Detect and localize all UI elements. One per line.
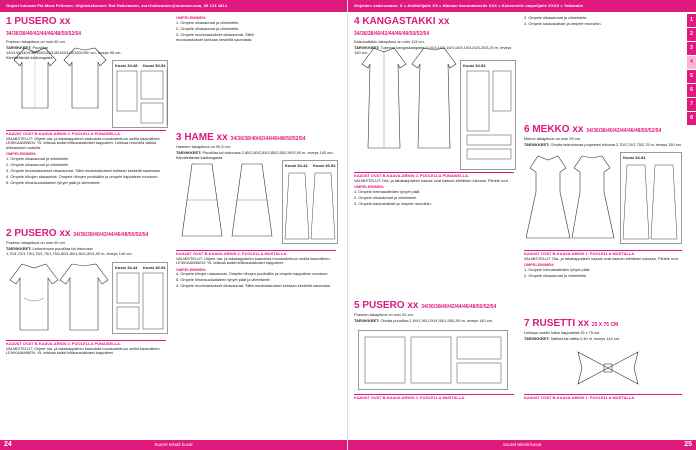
- tab-6[interactable]: 6: [687, 84, 696, 97]
- article-7-title: 7 RUSETTI xx 25 X 75 CM: [524, 318, 619, 329]
- article-4-pattern-diagram: Kuosi 34-54: [460, 60, 516, 170]
- article-1-sketch: [10, 44, 60, 114]
- article-2-title: 2 PUSERO xx 34/36/38/40/42/44/46/48/50/52/54: [6, 228, 149, 239]
- tab-3[interactable]: 3: [687, 42, 696, 55]
- article-5-header: 5 PUSERO xx 34/36/38/40/42/44/46/48/50/52/54 Puseron takapituus on noin 62 cm. TARVIKKEET: Ohutta puuvillaa 1,90/1,90/1,90/1,95/1,95/1,95 m, leveys 140 cm.: [354, 300, 514, 325]
- left-topbar: Ohjeet kuluvan Pia Mera Pellesen. Ohjetekstorisct: Rot Halkeasten, suri.halkeasten@suomea.com, 09 123 1814: [0, 0, 347, 12]
- tab-8[interactable]: 8: [687, 112, 696, 125]
- article-1-back-sketch: [60, 44, 110, 114]
- tab-4[interactable]: 4: [687, 56, 696, 69]
- article-3-materials: Puuvillaa tai viskoosia 2,80/2,80/2,85/2,85/2,85/2,90/2,90 m, leveys 140 cm. Kiinnitettävää tukikangasta.: [176, 150, 334, 160]
- right-side-text: 2. Ompele olkasaumat ja viimeistele. 3. Ompele kauluskaitale ja ompele reunoihin.: [524, 15, 602, 27]
- article-1-intro: Puseron takapituus on noin 60 cm.: [6, 39, 66, 44]
- article-6-header: 6 MEKKO xx 34/36/38/40/42/44/46/48/50/52/54 Mekon takapituus on noin 90 cm. TARVIKKEET: Ohutta ledmotovaa polyesteri trikoota 2,70/2,70/2,75/2,75 m, leveys 150 cm.: [524, 124, 682, 148]
- right-page-number: 25: [684, 441, 692, 448]
- article-1-step: 1. Ompele olkasaumat ja viimeistele.: [6, 155, 70, 161]
- left-footer: Suuret tekstit kuvat: [0, 440, 347, 450]
- article-6-pattern-diagram: Kuosi 34-54: [620, 152, 682, 244]
- article-4-title: 4 KANGASTAKKI xx 34/36/38/40/42/44/46/48/50/52/54: [354, 16, 450, 37]
- tab-7[interactable]: 7: [687, 98, 696, 111]
- article-1-header: 1 PUSERO xx 34/36/38/40/42/44/46/48/50/52/54 Puseron takapituus on noin 60 cm. TARVIKKEET: Puuvillan 140/140/140/140/145/145/145/145/145/150/150/ cm, leveys 96 cm. Kiinnitettävää tukikangasta.: [6, 16, 124, 62]
- article-5-pattern-diagram: [358, 330, 508, 390]
- left-page-number: 24: [4, 441, 12, 448]
- right-footer: Suuret tekstit kuvat: [348, 440, 696, 450]
- article-5-materials: Ohutta puuvillaa 1,90/1,90/1,90/1,95/1,95/1,95 m, leveys 140 cm.: [380, 318, 493, 324]
- article-3-sketch: [178, 160, 278, 240]
- article-3-header: 3 HAME xx 34/36/38/40/42/44/46/48/50/52/54 Hameen takapituus on 90,5 cm. TARVIKKEET: Puuvillaa tai viskoosia 2,80/2,80/2,85/2,85/2,85/2,90/2,90 m, leveys 140 cm. Kiinnitettävää tukikangasta.: [176, 132, 336, 162]
- tab-5[interactable]: 5: [687, 70, 696, 83]
- article-1-preparation: VALMISTELUT: Ohjeet ota- ja takakappaleen kaavoista muodosteltuun omilla kaavoilleen. LEIKKAAMINEN: Yli- leikkaa kaikki leikkauslaitoiset kappaleet. Leikkaa reunoilla vaikka leikkaukset ruutuilta.: [6, 135, 161, 151]
- article-1-kaavat-note: KAAVAT OVAT B-KAAVA-ARKIN 2. PUOLELLA PUNAISELLA.: [6, 130, 166, 137]
- article-3-title: 3 HAME xx 34/36/38/40/42/44/46/48/50/52/54: [176, 132, 306, 143]
- article-6-materials: Ohutta ledmotovaa polyesteri trikoota 2,70/2,70/2,75/2,75 m, leveys 150 cm.: [550, 142, 682, 148]
- article-1-step: 4. Ompele hihojen alasaumat. Ompele hihojen puoliväliin ja ompele kappaleen muotoon.: [6, 174, 159, 180]
- section-tabs: [687, 14, 696, 126]
- article-4-sketch: [358, 44, 458, 154]
- article-1-step: 2. Ompele olkasaumat ja viimeistele.: [6, 162, 70, 167]
- article-1-pattern-diagram: Kuosi 34-48 Kuosi 50-54: [112, 60, 168, 128]
- tab-2[interactable]: 2: [687, 28, 696, 41]
- article-5-body: KAAVAT OVAT B-KAAVA-ARKIN 2. PUOLELLA MUSTALLA.: [354, 394, 514, 401]
- article-2-sketch: [10, 258, 110, 336]
- article-7-sketch: [568, 346, 648, 390]
- article-3-pattern-diagram: Kuosi 34-44 Kuosi 46-54: [282, 160, 338, 244]
- article-4-body: KAAVAT OVAT B-KAAVA-ARKIN 2. PUOLELLA PUNAISELLA. VALMISTELUT: Ota- ja takakappaleen kaavat ovat kaavan eteläisen tukossa. Piirtele ruut. OMPELEMINEN: 1. Ompele helmakaiteiden lyhyet päät. 2. Ompele olkasaumat ja viimeistele. 3. Ompele kauluskaitale ja ompele reunoihin.: [354, 172, 514, 208]
- article-7-materials: Satiinia tai tafttia 0,40 m, leveys 140 cm.: [550, 336, 621, 342]
- right-topbar: Ohjeiden vaikeustaso: X = Aloittelijalle XX = Hieman harrastaneelle XXX = Kokeneelle ompelijalle XXXX = Taitavalle: [348, 0, 696, 12]
- article-3-body: KAAVAT OVAT B-KAAVA-ARKIN 2. PUOLELLA MUSTALLA. VALMISTELUT: Ohjeet ota- ja takakappaleen kaavoista muodosteltuun omilla kaavoilleen. LEIKKAAMINEN: Yli- leikkaa kaikki leikkauslaitoiset kappaleet. OMPELEMINEN: 4. Ompele hihojen alasaumat. Ompele hihojen puoliväliin ja ompele kappaleen muotoon. 5. Ompele hihansuukaitaleen lyhyet päät ja viimeistele. 3. Ompele muotolaskokset olkasaumat. Silitä muotolaskokset kohtaan keskellä saumasta.: [176, 250, 336, 290]
- article-6-sketch: [526, 152, 616, 242]
- article-7-body: KAAVAT OVAT B-KAAVA-ARKIN 1. PUOLELLA MUSTALLA.: [524, 394, 682, 401]
- article-6-title: 6 MEKKO xx 34/36/38/40/42/44/46/48/50/52/54: [524, 124, 662, 135]
- article-2-header: 2 PUSERO xx 34/36/38/40/42/44/46/48/50/52/54 Puseron takapituus on noin 60 cm. TARVIKKEET: Ledmotovan puuvillaa tai viskoosia 1,70/1,70/1,70/1,75/1,75/1,75/1,80/1,80/1,80/1,80/1,90 m, leveys 140 cm.: [6, 228, 166, 258]
- article-1-materials: Puuvillan 140/140/140/140/145/145/145/145/145/150/150/ cm, leveys 96 cm. Kiinnitettävää tukikangasta.: [6, 45, 122, 60]
- article-4-materials: Tukevaa kangaskangasta 3,10/3,10/3,15/3,15/3,15/3,20/3,20/3,20 m, leveys 140 cm.: [354, 45, 512, 55]
- right-page: [348, 0, 696, 450]
- tab-1[interactable]: 1: [687, 14, 696, 27]
- article-3-side-text: OMPELEMINEN: 1. Ompele olkasaumat ja viimeistele. 2. Ompele olkasaumat ja viimeistele. 3. Ompele muotolaskokset olkasaumat. Silitä muotolaskokset kohtaan keskellä saumasta.: [176, 15, 254, 42]
- article-2-pattern-diagram: Kuosi 34-44 Kuosi 46-54: [112, 262, 168, 334]
- article-7-header: 7 RUSETTI xx 25 X 75 CM Leikkaa rusetin kaksi kappaletta 25 x 75 cm. TARVIKKEET: Satiinia tai tafttia 0,40 m, leveys 140 cm.: [524, 318, 682, 343]
- article-6-body: KAAVAT OVAT B-KAAVA-ARKIN 1. PUOLELLA MUSTALLA. VALMISTELUT: Ota- ja takakappaleen kaavat ovat kaavan eteläisen tukossa. Piirtele ruut. OMPELEMINEN: 1. Ompele helmakaiteiden lyhyet päät. 2. Ompele olkasaumat ja viimeistele.: [524, 250, 682, 280]
- article-2-body: KAAVAT OVAT B-KAAVA-ARKIN 2. PUOLELLA PUNAISELLA. VALMISTELUT: Ohjeet ota- ja takakappaleen kaavoista muodosteltuun omilla kaavoilleen. LEIKKAAMINEN: Yli- leikkaa kaikki leikkauslaitoiset kappaleet.: [6, 340, 166, 358]
- article-5-title: 5 PUSERO xx 34/36/38/40/42/44/46/48/50/52/54: [354, 300, 497, 311]
- article-1-body: KAAVAT OVAT B-KAAVA-ARKIN 2. PUOLELLA PUNAISELLA. VALMISTELUT: Ohjeet ota- ja takakappaleen kaavoista muodosteltuun omilla kaavoilleen. LEIKKAAMINEN: Yli- leikkaa kaikki leikkauslaitoiset kappaleet. Leikkaa reunoilla vaikka leikkaukset ruutuilta. OMPELEMINEN: 1. Ompele olkasaumat ja viimeistele. 2. Ompele olkasaumat ja viimeistele. 3. Ompele muotolaskokset olkasaumat. Silitä muotolaskokset kohtaan keskellä saumasta. 4. Ompele hihojen alasaumat. Ompele hihojen puoliväliin ja ompele kappaleen muotoon. 5. Ompele hihansuukaitaleen lyhyet päät ja viimeistele.: [6, 130, 166, 187]
- article-2-materials: Ledmotovan puuvillaa tai viskoosia 1,70/1,70/1,70/1,75/1,75/1,75/1,80/1,80/1,80/1,80/1,90 m, leveys 140 cm.: [6, 246, 133, 256]
- article-4-header: 4 KANGASTAKKI xx 34/36/38/40/42/44/46/48/50/52/54 Kaisunuttakin takapituus on noin 113 cm. TARVIKKEET: Tukevaa kangaskangasta 3,10/3,10/3,15/3,15/3,15/3,20/3,20/3,20 m, leveys 140 cm.: [354, 16, 514, 57]
- article-1-step: 3. Ompele muotolaskokset olkasaumat. Silitä muotolaskokset kohtaan keskellä saumasta.: [6, 168, 161, 174]
- article-1-title: 1 PUSERO xx 34/36/38/40/42/44/46/48/50/52/54: [6, 16, 82, 37]
- article-1-step: 5. Ompele hihansuukaitaleen lyhyet päät ja viimeistele.: [6, 180, 101, 186]
